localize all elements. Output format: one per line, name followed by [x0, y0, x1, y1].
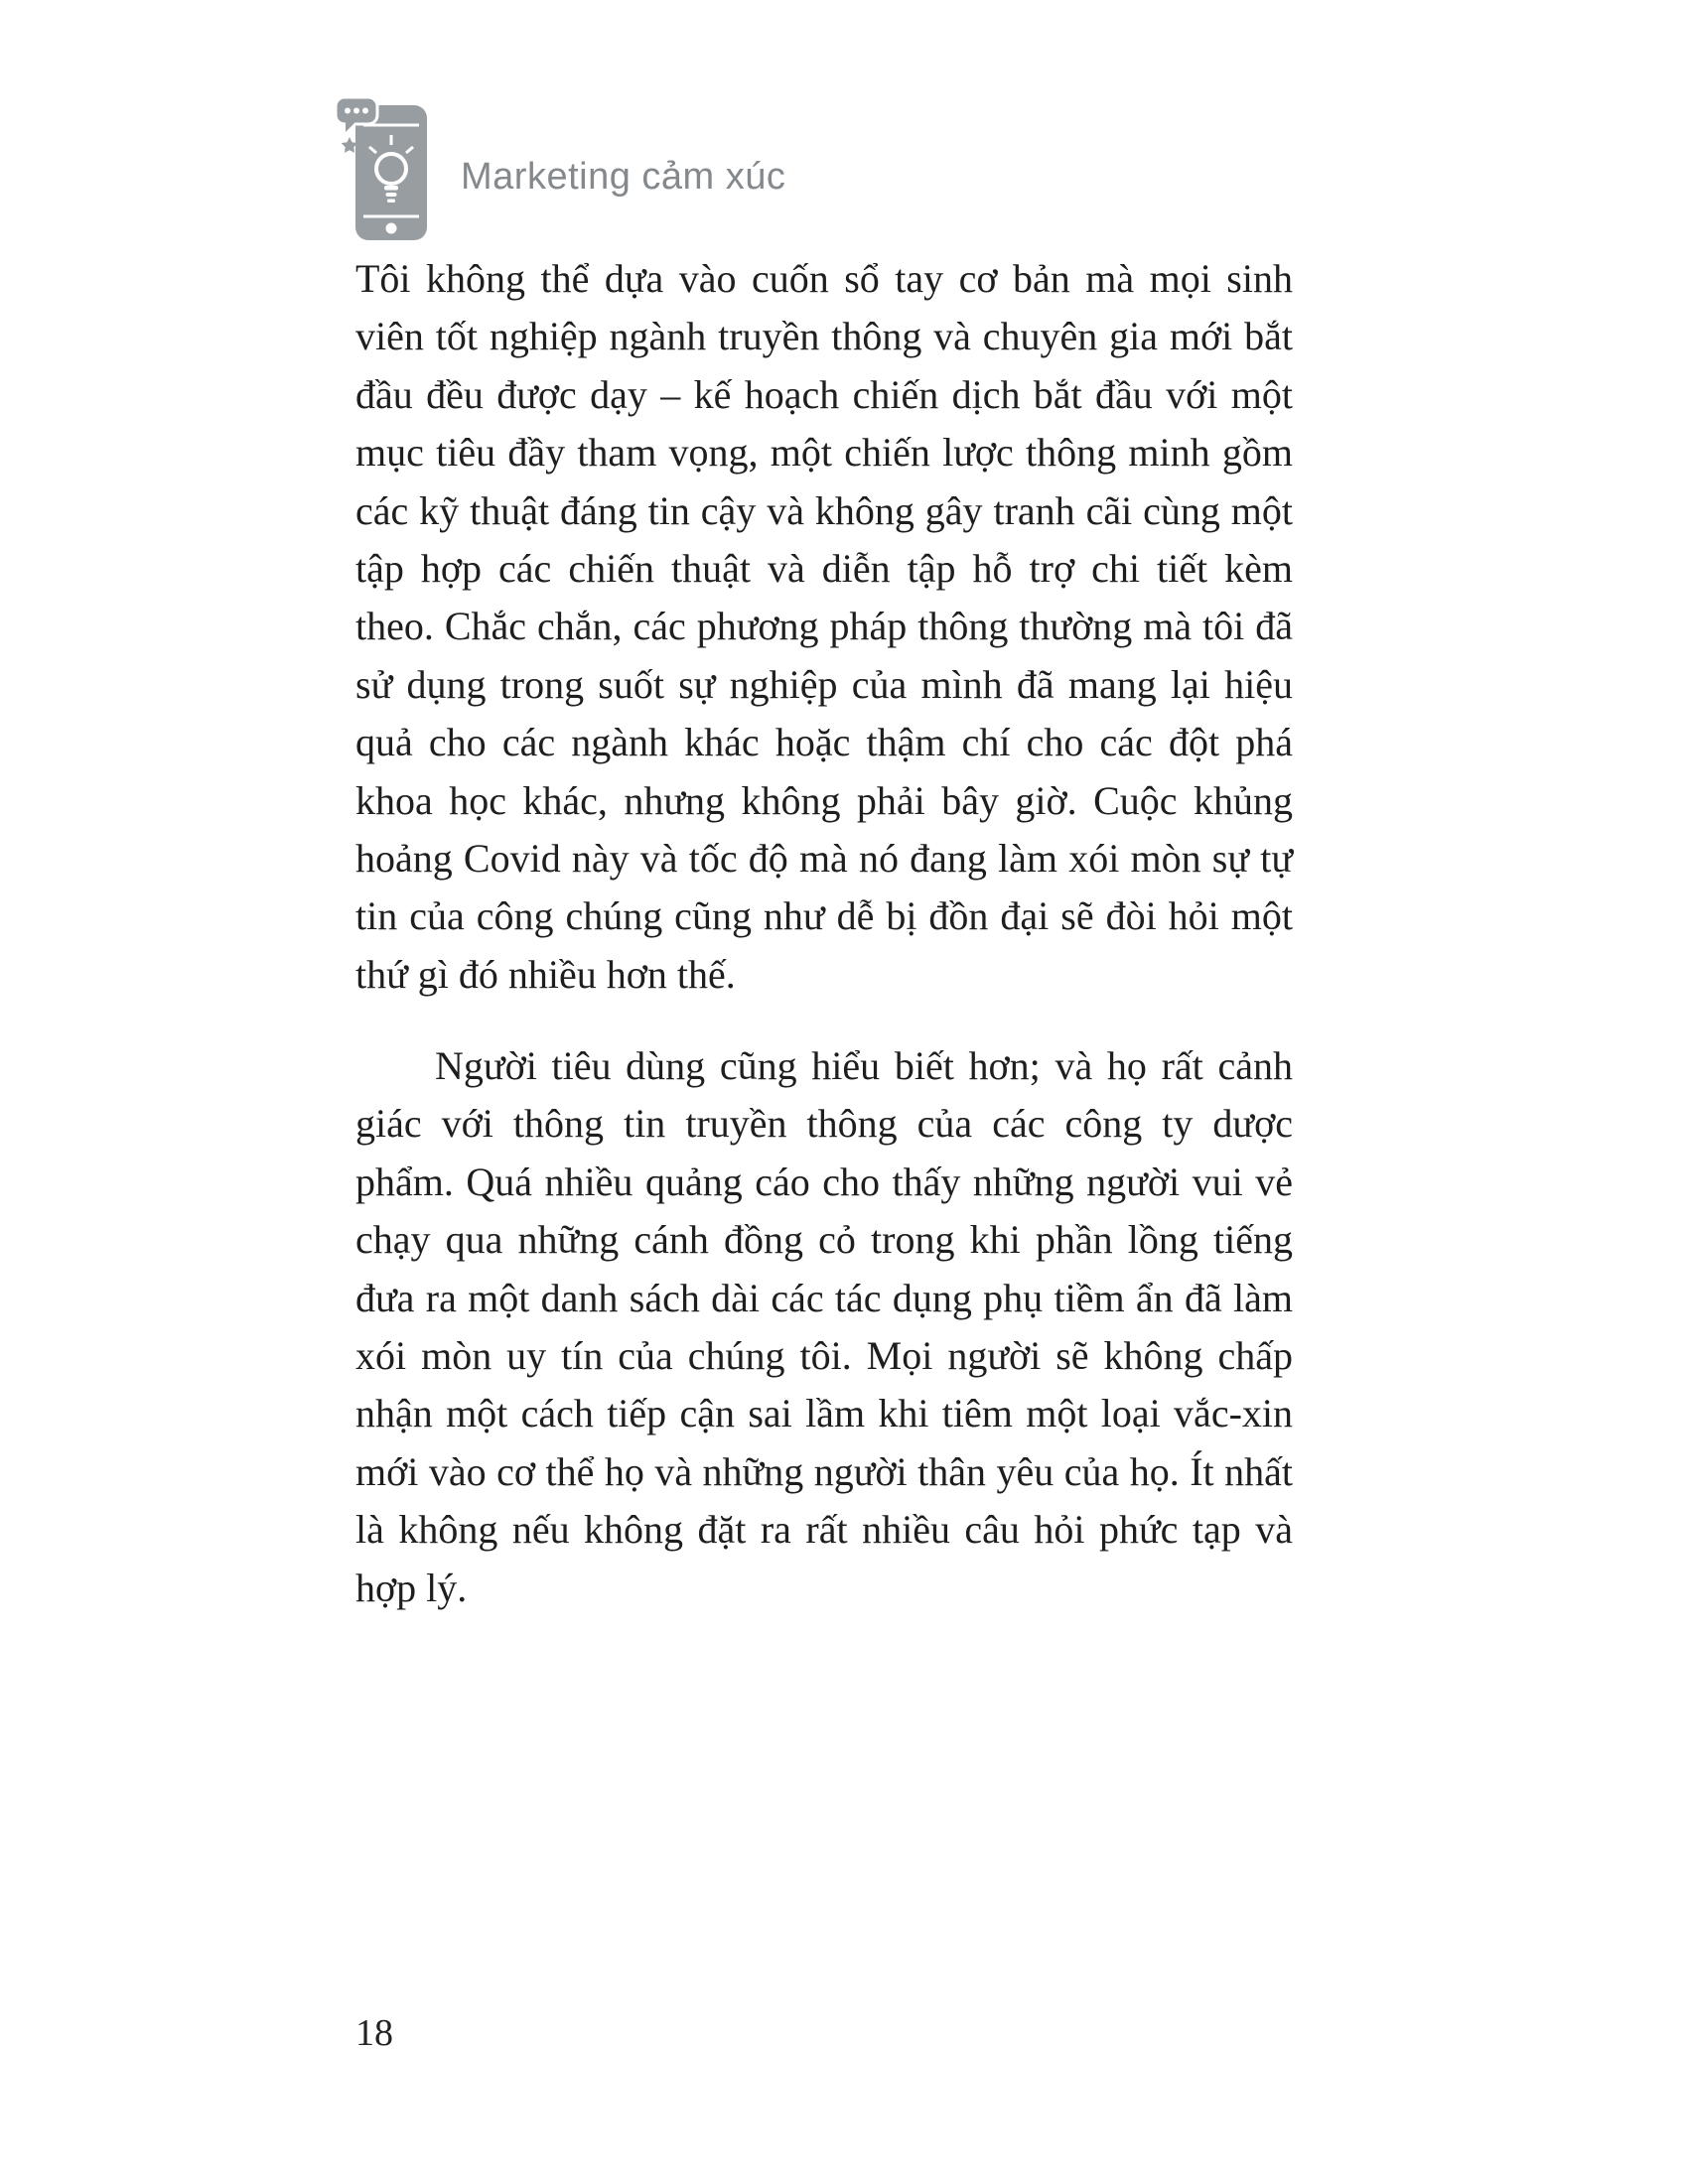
page-body: [355, 250, 1293, 1617]
body-paragraph-1: Tôi không thể dựa vào cuốn sổ tay cơ bản mà mọi sinh viên tốt nghiệp ngành truyền thông và chuyên gia mới bắt đầu đều được dạy – kế hoạch chiến dịch bắt đầu với một mục tiêu đầy tham vọng, một chiến lược thông minh gồm các kỹ thuật đáng tin cậy và không gây tranh cãi cùng một tập hợp các chiến thuật và diễn tập hỗ trợ chi tiết kèm theo. Chắc chắn, các phương pháp thông thường mà tôi đã sử dụng trong suốt sự nghiệp của mình đã mang lại hiệu quả cho các ngành khác hoặc thậm chí cho các đột phá khoa học khác, nhưng không phải bây giờ. Cuộc khủng hoảng Covid này và tốc độ mà nó đang làm xói mòn sự tự tin của công chúng cũng như dễ bị đồn đại sẽ đòi hỏi một thứ gì đó nhiều hơn thế.: [355, 256, 1293, 997]
page-number: 18: [355, 2012, 393, 2054]
body-paragraph-2: Người tiêu dùng cũng hiểu biết hơn; và họ rất cảnh giác với thông tin truyền thông của các công ty dược phẩm. Quá nhiều quảng cáo cho thấy những người vui vẻ chạy qua những cánh đồng cỏ trong khi phần lồng tiếng đưa ra một danh sách dài các tác dụng phụ tiềm ẩn đã làm xói mòn uy tín của chúng tôi. Mọi người sẽ không chấp nhận một cách tiếp cận sai lầm khi tiêm một loại vắc-xin mới vào cơ thể họ và những người thân yêu của họ. Ít nhất là không nếu không đặt ra rất nhiều câu hỏi phức tạp và hợp lý.: [355, 1043, 1293, 1610]
running-header: [334, 95, 785, 246]
phone-lightbulb-chat-icon: [334, 95, 437, 246]
running-header-title: Marketing cảm xúc: [461, 155, 786, 198]
